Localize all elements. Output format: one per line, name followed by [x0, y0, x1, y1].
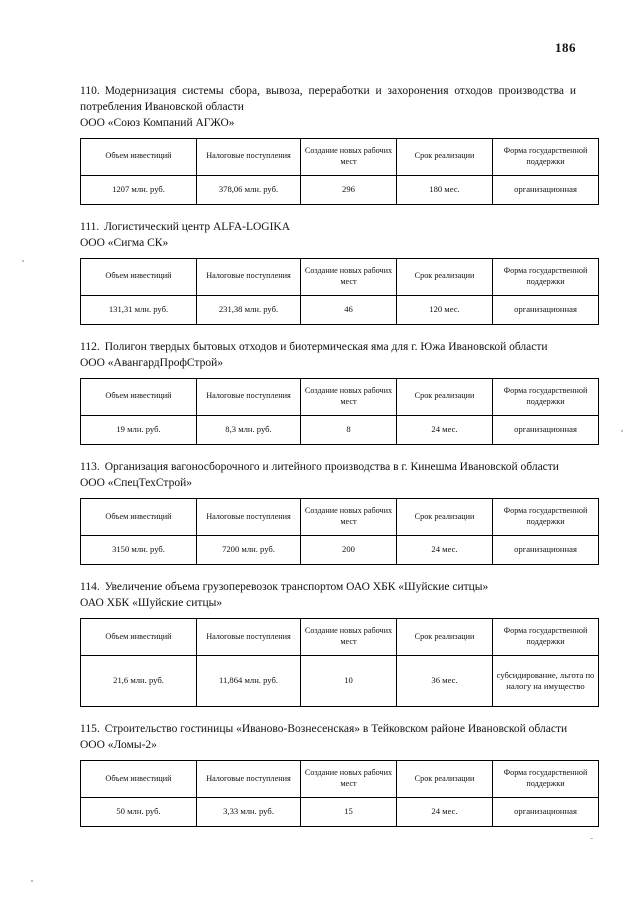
- entry-title: [80, 580, 576, 596]
- cell-support: субсидирование, льгота по налогу на имущество: [493, 655, 599, 706]
- scan-speck: [22, 260, 24, 262]
- page-number: 186: [555, 40, 576, 55]
- column-header-jobs: Создание новых рабочих мест: [301, 498, 397, 535]
- cell-term: 24 мес.: [397, 535, 493, 564]
- column-header-jobs: Создание новых рабочих мест: [301, 618, 397, 655]
- column-header-term: Срок реализации: [397, 760, 493, 797]
- entry-number: 112.: [80, 340, 100, 353]
- column-header-support: Форма государственной поддержки: [493, 138, 599, 175]
- entry-title-text: Модернизация системы сбора, вывоза, переработки и захоронения отходов производства и потребления Ивановской области: [80, 85, 576, 113]
- table-row: [81, 797, 599, 826]
- catalog-entry: [80, 340, 598, 445]
- cell-support: организационная: [493, 415, 599, 444]
- cell-jobs: 296: [301, 175, 397, 204]
- column-header-jobs: Создание новых рабочих мест: [301, 258, 397, 295]
- entry-title-text: Организация вагоносборочного и литейного производства в г. Кинешма Ивановской области: [104, 460, 559, 473]
- table-header-row: [81, 618, 599, 655]
- column-header-term: Срок реализации: [397, 378, 493, 415]
- scan-speck: [31, 880, 33, 882]
- table-row: [81, 295, 599, 324]
- cell-jobs: 8: [301, 415, 397, 444]
- entry-company: ООО «АвангардПрофСтрой»: [80, 357, 223, 370]
- entry-number: 113.: [80, 460, 100, 473]
- cell-term: 180 мес.: [397, 175, 493, 204]
- entry-title: [80, 340, 576, 356]
- cell-support: организационная: [493, 295, 599, 324]
- catalog-entry: [80, 220, 598, 325]
- column-header-support: Форма государственной поддержки: [493, 618, 599, 655]
- column-header-investments: Объем инвестиций: [81, 258, 197, 295]
- cell-tax: 378,06 млн. руб.: [197, 175, 301, 204]
- cell-support: организационная: [493, 535, 599, 564]
- cell-jobs: 200: [301, 535, 397, 564]
- cell-jobs: 15: [301, 797, 397, 826]
- table-row: [81, 535, 599, 564]
- entry-table: [80, 138, 599, 205]
- scan-speck: [621, 430, 623, 432]
- column-header-tax: Налоговые поступления: [197, 618, 301, 655]
- column-header-investments: Объем инвестиций: [81, 138, 197, 175]
- table-header-row: [81, 138, 599, 175]
- entry-number: 110.: [80, 85, 100, 97]
- entry-title: [80, 220, 576, 236]
- table-header-row: [81, 498, 599, 535]
- cell-tax: 3,33 млн. руб.: [197, 797, 301, 826]
- cell-jobs: 10: [301, 655, 397, 706]
- entry-table: [80, 258, 599, 325]
- catalog-entry: [80, 460, 598, 565]
- cell-tax: 8,3 млн. руб.: [197, 415, 301, 444]
- entry-table: [80, 498, 599, 565]
- catalog-entry: [80, 580, 598, 707]
- cell-investments: 131,31 млн. руб.: [81, 295, 197, 324]
- catalog-entry: [80, 722, 598, 827]
- catalog-entry: [80, 84, 598, 205]
- entry-table: [80, 378, 599, 445]
- scan-speck: [590, 838, 593, 839]
- entry-title: [80, 84, 576, 115]
- cell-tax: 11,864 млн. руб.: [197, 655, 301, 706]
- entry-title: [80, 722, 576, 738]
- table-row: [81, 655, 599, 706]
- cell-tax: 231,38 млн. руб.: [197, 295, 301, 324]
- cell-investments: 3150 млн. руб.: [81, 535, 197, 564]
- cell-term: 24 мес.: [397, 415, 493, 444]
- column-header-jobs: Создание новых рабочих мест: [301, 378, 397, 415]
- column-header-term: Срок реализации: [397, 618, 493, 655]
- entry-title-text: Строительство гостиницы «Иваново-Вознесенская» в Тейковском районе Ивановской области: [104, 722, 568, 735]
- table-header-row: [81, 258, 599, 295]
- cell-tax: 7200 млн. руб.: [197, 535, 301, 564]
- entry-number: 114.: [80, 580, 100, 593]
- entry-title: [80, 460, 576, 476]
- column-header-support: Форма государственной поддержки: [493, 498, 599, 535]
- entry-number: 115.: [80, 722, 100, 735]
- column-header-investments: Объем инвестиций: [81, 618, 197, 655]
- cell-investments: 19 млн. руб.: [81, 415, 197, 444]
- column-header-jobs: Создание новых рабочих мест: [301, 760, 397, 797]
- column-header-investments: Объем инвестиций: [81, 760, 197, 797]
- column-header-tax: Налоговые поступления: [197, 760, 301, 797]
- column-header-investments: Объем инвестиций: [81, 378, 197, 415]
- entry-title-text: Полигон твердых бытовых отходов и биотермическая яма для г. Южа Ивановской области: [104, 340, 548, 353]
- table-row: [81, 415, 599, 444]
- column-header-support: Форма государственной поддержки: [493, 258, 599, 295]
- entry-title-text: Увеличение объема грузоперевозок транспортом ОАО ХБК «Шуйские ситцы»: [104, 580, 489, 593]
- column-header-tax: Налоговые поступления: [197, 498, 301, 535]
- cell-term: 24 мес.: [397, 797, 493, 826]
- column-header-support: Форма государственной поддержки: [493, 760, 599, 797]
- column-header-tax: Налоговые поступления: [197, 258, 301, 295]
- cell-term: 120 мес.: [397, 295, 493, 324]
- entry-title-text: Логистический центр ALFA-LOGIKA: [104, 220, 291, 233]
- cell-investments: 50 млн. руб.: [81, 797, 197, 826]
- entry-table: [80, 618, 599, 707]
- cell-investments: 21,6 млн. руб.: [81, 655, 197, 706]
- entry-number: 111.: [80, 220, 100, 233]
- entry-company: ООО «Сигма СК»: [80, 237, 169, 250]
- table-header-row: [81, 760, 599, 797]
- column-header-tax: Налоговые поступления: [197, 378, 301, 415]
- column-header-support: Форма государственной поддержки: [493, 378, 599, 415]
- cell-support: организационная: [493, 175, 599, 204]
- column-header-jobs: Создание новых рабочих мест: [301, 138, 397, 175]
- column-header-term: Срок реализации: [397, 498, 493, 535]
- table-header-row: [81, 378, 599, 415]
- entry-company: ООО «Союз Компаний АГЖО»: [80, 117, 235, 130]
- column-header-investments: Объем инвестиций: [81, 498, 197, 535]
- entry-table: [80, 760, 599, 827]
- cell-jobs: 46: [301, 295, 397, 324]
- entry-company: ООО «Ломы-2»: [80, 739, 157, 752]
- entry-company: ООО «СпецТехСтрой»: [80, 477, 193, 490]
- column-header-tax: Налоговые поступления: [197, 138, 301, 175]
- column-header-term: Срок реализации: [397, 138, 493, 175]
- cell-investments: 1207 млн. руб.: [81, 175, 197, 204]
- cell-support: организационная: [493, 797, 599, 826]
- table-row: [81, 175, 599, 204]
- entry-company: ОАО ХБК «Шуйские ситцы»: [80, 597, 223, 610]
- cell-term: 36 мес.: [397, 655, 493, 706]
- column-header-term: Срок реализации: [397, 258, 493, 295]
